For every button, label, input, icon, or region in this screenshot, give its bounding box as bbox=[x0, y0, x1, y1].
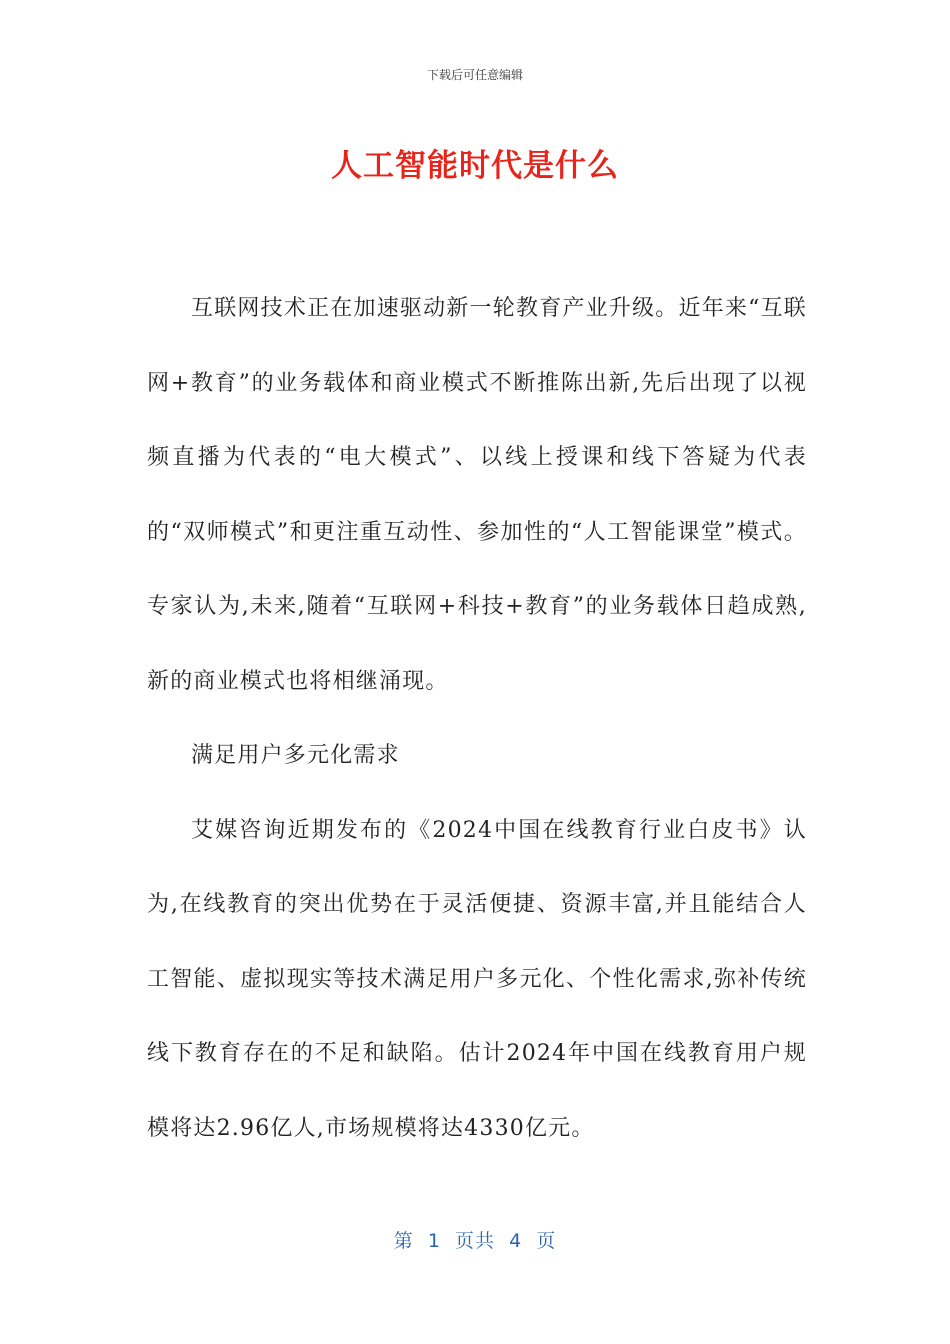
paragraph-intro: 互联网技术正在加速驱动新一轮教育产业升级。近年来“互联网+教育”的业务载体和商业模式不断推陈出新,先后出现了以视频直播为代表的“电大模式”、以线上授课和线下答疑为代表的“双师模式”和更注重互动性、参加性的“人工智能课堂”模式。专家认为,未来,随着“互联网+科技+教育”的业务载体日趋成熟,新的商业模式也将相继涌现。 bbox=[147, 296, 807, 694]
page-footer: 第 1 页共 4 页 bbox=[393, 1230, 557, 1252]
document-title: 人工智能时代是什么 bbox=[331, 148, 619, 184]
document-body bbox=[147, 272, 807, 1166]
section-heading: 满足用户多元化需求 bbox=[191, 743, 400, 768]
paragraph-report: 艾媒咨询近期发布的《2024中国在线教育行业白皮书》认为,在线教育的突出优势在于灵活便捷、资源丰富,并且能结合人工智能、虚拟现实等技术满足用户多元化、个性化需求,弥补传统线下教育存在的不足和缺陷。估计2024年中国在线教育用户规模将达2.96亿人,市场规模将达4330亿元。 bbox=[147, 817, 807, 1141]
header-note: 下载后可任意编辑 bbox=[426, 68, 523, 82]
